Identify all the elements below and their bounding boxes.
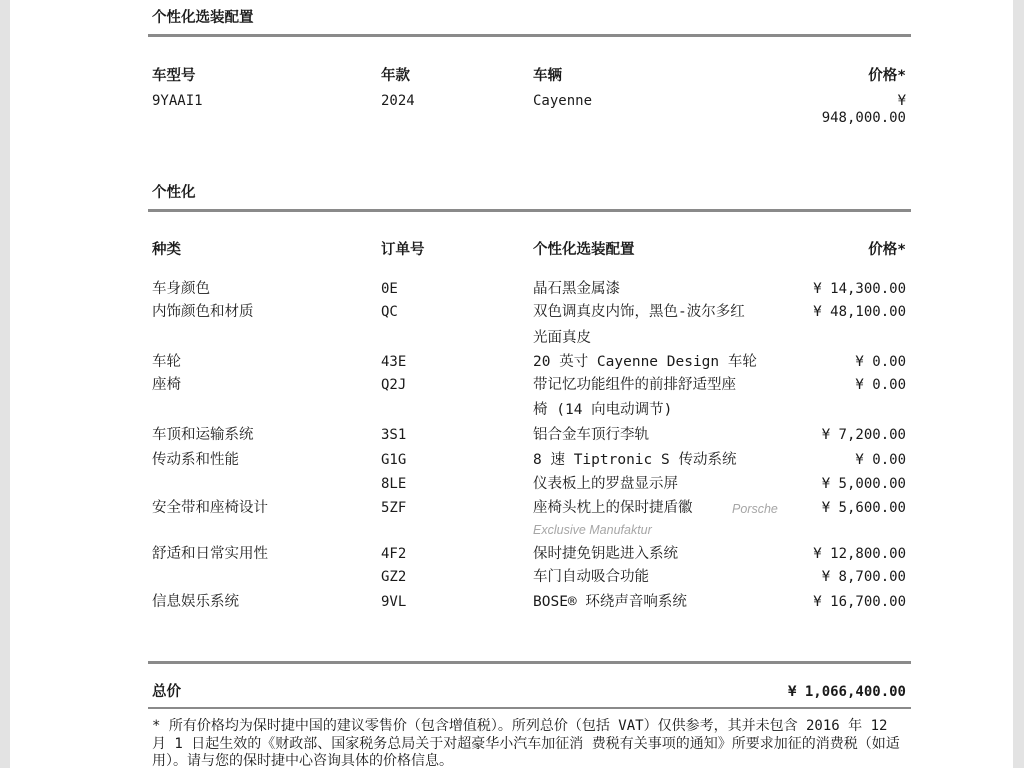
row-price: ¥ 0.00: [855, 377, 906, 393]
header-model: 车型号: [152, 68, 196, 84]
model-year: 2024: [381, 93, 415, 109]
total-label: 总价: [152, 684, 181, 700]
row-category: 安全带和座椅设计: [152, 500, 268, 516]
row-option: 晶石黑金属漆: [533, 281, 620, 297]
row-price: ¥ 16,700.00: [813, 594, 906, 610]
row-code: 4F2: [381, 546, 407, 562]
row-category: 车顶和运输系统: [152, 427, 254, 443]
row-category: 舒适和日常实用性: [152, 546, 268, 562]
row-code: QC: [381, 304, 398, 320]
total-divider: [148, 661, 911, 664]
row-option: 仪表板上的罗盘显示屏: [533, 476, 678, 492]
row-option-note-line2: Exclusive Manufaktur: [533, 523, 652, 537]
row-price: ¥ 0.00: [855, 452, 906, 468]
row-price: ¥ 12,800.00: [813, 546, 906, 562]
row-category: 车身颜色: [152, 281, 210, 297]
header-price: 价格*: [868, 68, 906, 84]
row-option: 双色调真皮内饰，黑色-波尔多红: [533, 304, 745, 320]
header-order-number: 订单号: [381, 242, 425, 258]
row-code: GZ2: [381, 569, 407, 585]
row-price: ¥ 48,100.00: [813, 304, 906, 320]
header-option: 个性化选装配置: [533, 242, 635, 258]
row-code: 9VL: [381, 594, 407, 610]
row-price: ¥ 5,000.00: [821, 476, 906, 492]
price-footnote: * 所有价格均为保时捷中国的建议零售价（包含增值税）。所列总价（包括 VAT）仅供参考，其并未包含 2016 年 12 月 1 日起生效的《财政部、国家税务总局关于对超豪华小汽车加征消 费税有关事项的通知》所要求加征的消费税（如适用）。请与您的保时捷中心咨询具体的价格信息。: [152, 718, 900, 769]
row-category: 传动系和性能: [152, 452, 239, 468]
row-code: 0E: [381, 281, 398, 297]
header-year: 年款: [381, 68, 410, 84]
section-divider: [148, 209, 911, 212]
row-code: 43E: [381, 354, 407, 370]
row-price: ¥ 0.00: [855, 354, 906, 370]
section-title-configuration: 个性化选装配置: [152, 10, 254, 26]
row-option-line2: 光面真皮: [533, 330, 591, 346]
section-divider: [148, 34, 911, 37]
row-category: 内饰颜色和材质: [152, 304, 254, 320]
row-option-note: Porsche: [732, 502, 778, 516]
row-option: BOSE® 环绕声音响系统: [533, 594, 687, 610]
row-category: 座椅: [152, 377, 181, 393]
row-option: 座椅头枕上的保时捷盾徽: [533, 500, 693, 516]
header-option-price: 价格*: [868, 242, 906, 258]
base-price-currency: ¥: [897, 93, 906, 109]
total-price: ¥ 1,066,400.00: [787, 684, 906, 700]
page-gutter-left: [0, 0, 10, 768]
row-option: 保时捷免钥匙进入系统: [533, 546, 678, 562]
row-option-line2: 椅 (14 向电动调节): [533, 402, 673, 418]
row-code: 5ZF: [381, 500, 407, 516]
total-underline: [148, 707, 911, 709]
row-price: ¥ 14,300.00: [813, 281, 906, 297]
header-vehicle: 车辆: [533, 68, 562, 84]
row-code: G1G: [381, 452, 407, 468]
header-category: 种类: [152, 242, 181, 258]
row-category: 车轮: [152, 354, 181, 370]
page-gutter-right: [1013, 0, 1024, 768]
row-option: 20 英寸 Cayenne Design 车轮: [533, 354, 757, 370]
vehicle-name: Cayenne: [533, 93, 593, 109]
row-code: 3S1: [381, 427, 407, 443]
model-code: 9YAAI1: [152, 93, 203, 109]
row-category: 信息娱乐系统: [152, 594, 239, 610]
row-price: ¥ 7,200.00: [821, 427, 906, 443]
row-option: 车门自动吸合功能: [533, 569, 649, 585]
row-option: 8 速 Tiptronic S 传动系统: [533, 452, 737, 468]
section-title-personalization: 个性化: [152, 185, 196, 201]
base-price: 948,000.00: [821, 110, 906, 126]
row-option: 带记忆功能组件的前排舒适型座: [533, 377, 736, 393]
row-code: 8LE: [381, 476, 407, 492]
row-price: ¥ 8,700.00: [821, 569, 906, 585]
row-price: ¥ 5,600.00: [821, 500, 906, 516]
row-option: 铝合金车顶行李轨: [533, 427, 649, 443]
row-code: Q2J: [381, 377, 407, 393]
